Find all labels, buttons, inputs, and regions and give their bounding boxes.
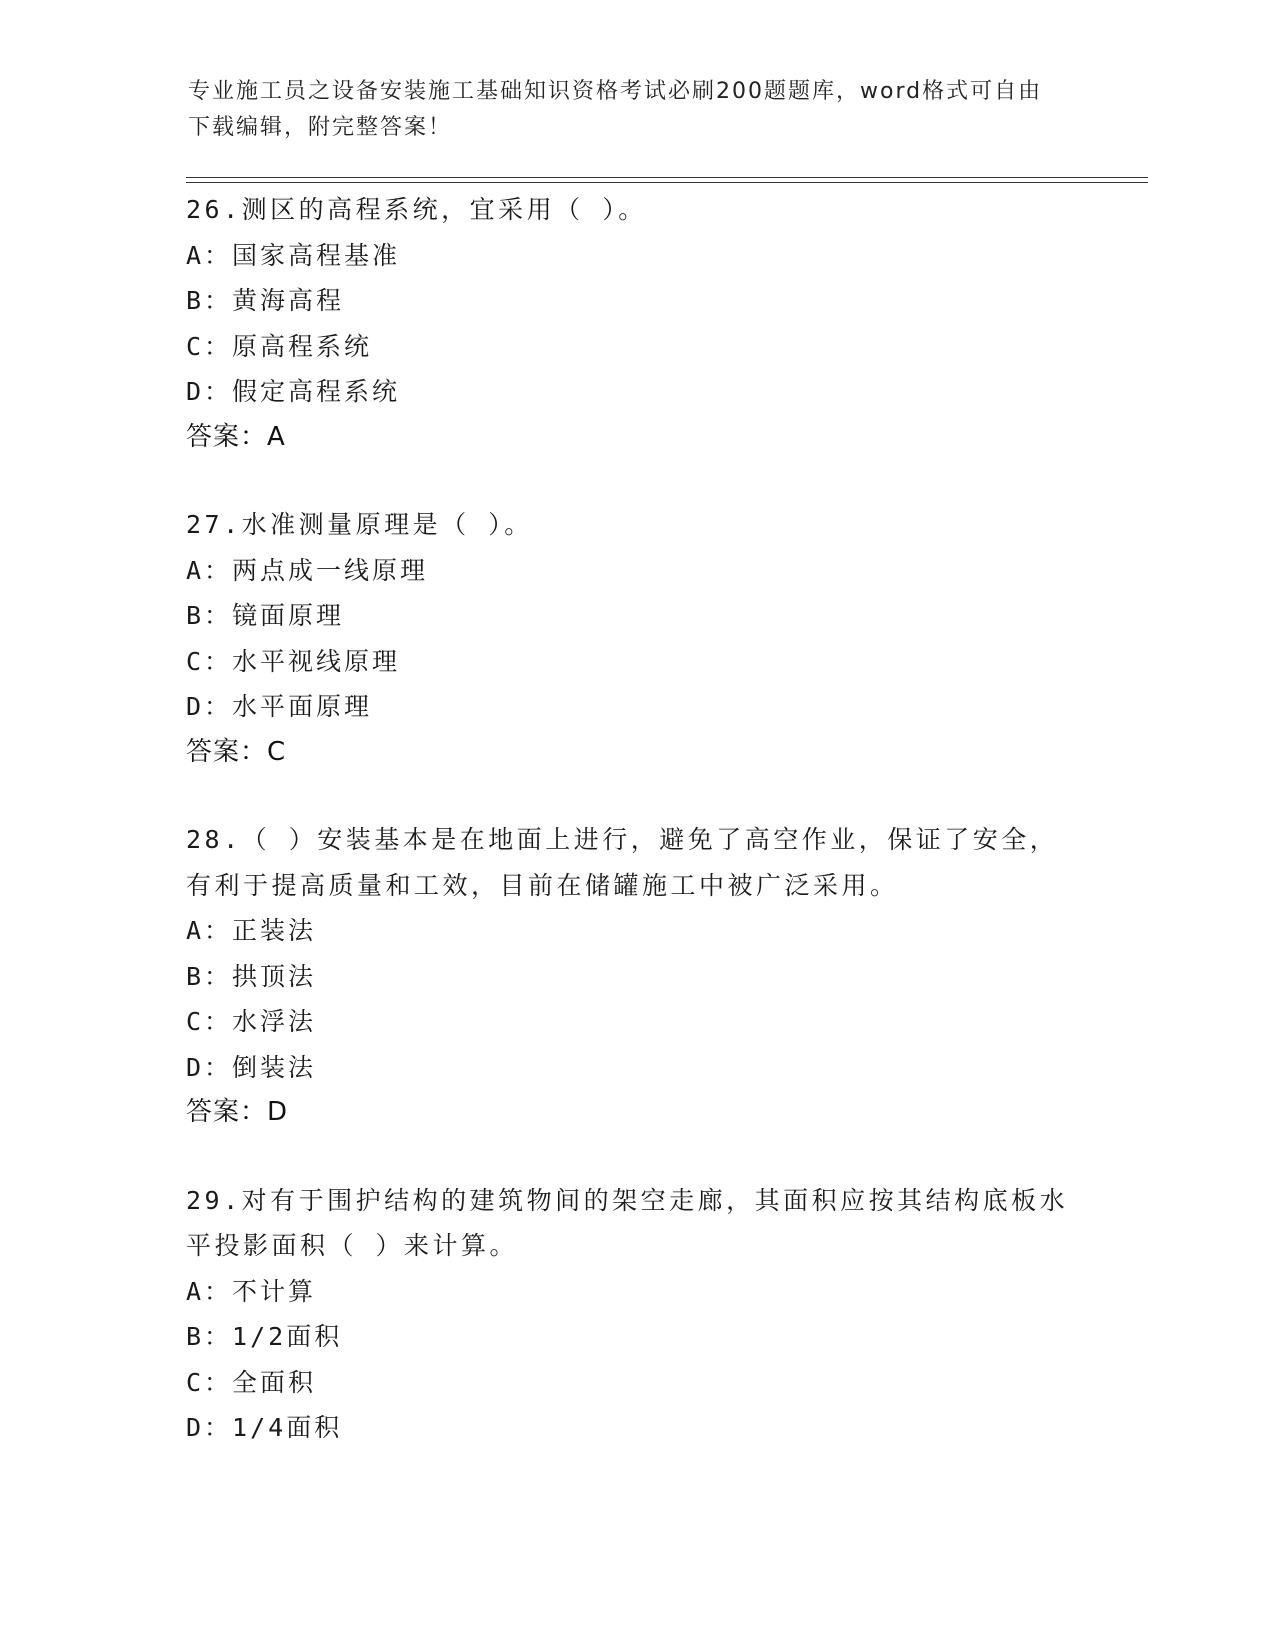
- header-divider-top: [186, 177, 1148, 178]
- option-c: C：水平视线原理: [186, 646, 401, 676]
- question-27: [186, 502, 1086, 775]
- answer-line: 答案：A: [186, 421, 286, 452]
- option-a: A：两点成一线原理: [186, 555, 429, 585]
- option-d: D：1/4面积: [186, 1413, 343, 1442]
- question-stem-line: 26.测区的高程系统，宜采用（ ）。: [186, 195, 647, 224]
- header-divider-bottom: [186, 182, 1148, 183]
- option-d: D：假定高程系统: [186, 377, 401, 406]
- question-stem-line: 平投影面积（ ）来计算。: [186, 1231, 519, 1260]
- option-c: C：全面积: [186, 1367, 317, 1397]
- question-stem-line: 28.（ ）安装基本是在地面上进行，避免了高空作业，保证了安全，: [186, 825, 1059, 854]
- question-list: [186, 187, 1086, 1493]
- option-a: A：不计算: [186, 1276, 317, 1306]
- option-d: D：倒装法: [186, 1052, 317, 1082]
- header-line-2: 下载编辑，附完整答案！: [188, 115, 453, 140]
- answer-line: 答案：C: [186, 736, 287, 767]
- answer-line: 答案：D: [186, 1097, 289, 1127]
- option-b: B：镜面原理: [186, 601, 345, 630]
- header-line-1: 专业施工员之设备安装施工基础知识资格考试必刷200题题库，word格式可自由: [188, 79, 1043, 104]
- question-stem: [186, 187, 1086, 233]
- option-b: B：拱顶法: [186, 961, 317, 991]
- question-stem: [186, 1178, 1086, 1269]
- option-b: B：黄海高程: [186, 286, 345, 315]
- question-stem-line: 有利于提高质量和工效，目前在储罐施工中被广泛采用。: [186, 870, 899, 900]
- option-b: B：1/2面积: [186, 1322, 343, 1351]
- option-c: C：水浮法: [186, 1007, 317, 1036]
- question-stem: [186, 502, 1086, 548]
- question-26: [186, 187, 1086, 460]
- question-stem-line: 27.水准测量原理是（ ）。: [186, 510, 533, 539]
- option-a: A：正装法: [186, 916, 317, 945]
- question-stem-line: 29.对有于围护结构的建筑物间的架空走廊，其面积应按其结构底板水: [186, 1185, 1069, 1215]
- option-a: A：国家高程基准: [186, 240, 401, 270]
- document-header: [188, 74, 1088, 146]
- question-28: [186, 817, 1086, 1136]
- question-29: [186, 1178, 1086, 1451]
- question-stem: [186, 817, 1086, 908]
- option-c: C：原高程系统: [186, 331, 373, 361]
- option-d: D：水平面原理: [186, 692, 373, 721]
